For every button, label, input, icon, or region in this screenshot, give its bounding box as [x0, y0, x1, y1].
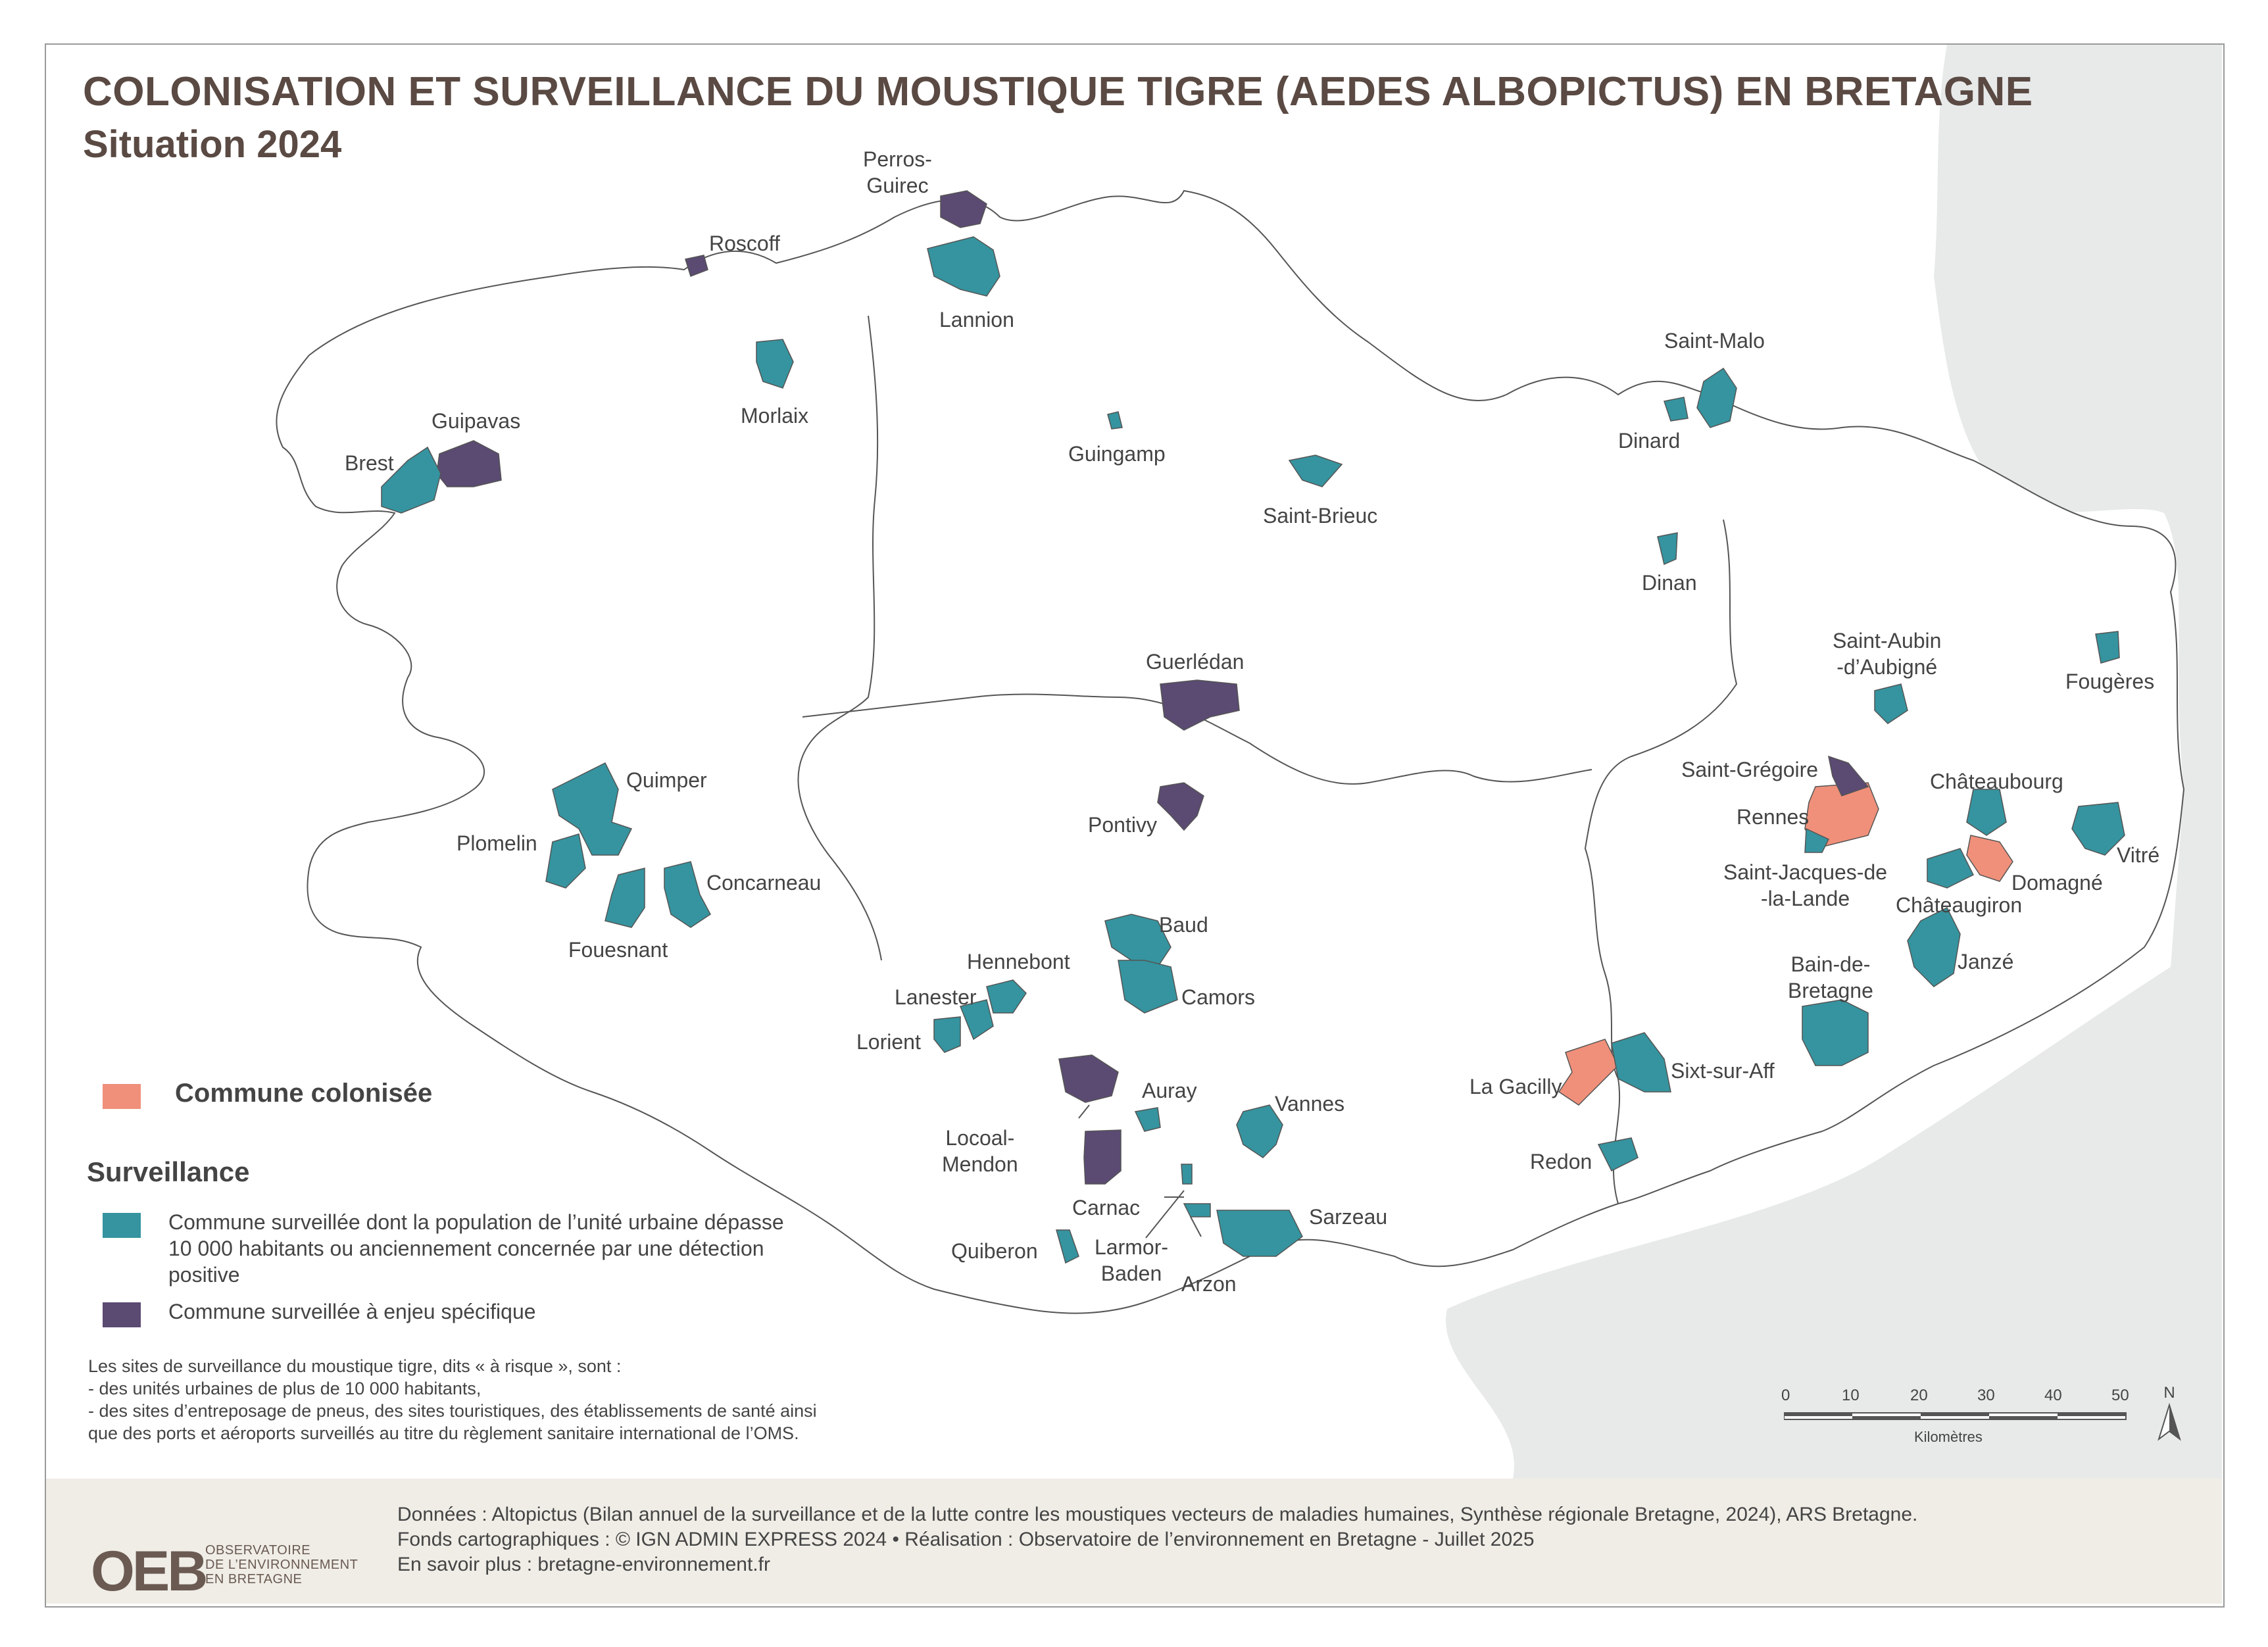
label-domagne: Domagné	[2011, 871, 2103, 895]
label-quimper: Quimper	[626, 768, 707, 792]
note-line: Les sites de surveillance du moustique tigre, dits « à risque », sont :	[88, 1356, 622, 1376]
label-guerledan: Guerlédan	[1146, 650, 1245, 674]
label-plomelin: Plomelin	[456, 831, 537, 855]
label-rennes: Rennes	[1737, 805, 1810, 829]
commune-bain-de-bretagne	[1802, 1000, 1868, 1066]
label-saint-brieuc: Saint-Brieuc	[1263, 504, 1378, 528]
label-dinard: Dinard	[1618, 429, 1681, 453]
legend-specific-label: Commune surveillée à enjeu spécifique	[168, 1300, 536, 1323]
label-bain-de-bretagne: Bain-de- Bretagne	[1788, 952, 1873, 1002]
map-subtitle: Situation 2024	[83, 123, 342, 166]
label-sixt-sur-aff: Sixt-sur-Aff	[1671, 1059, 1775, 1083]
label-auray: Auray	[1142, 1079, 1197, 1102]
label-guipavas: Guipavas	[431, 409, 521, 433]
credit-line: En savoir plus : bretagne-environnement.fr	[397, 1554, 770, 1575]
credit-line: Fonds cartographiques : © IGN ADMIN EXPRESS 2024 • Réalisation : Observatoire de l’environnement en Bretagne - Juillet 2025	[397, 1529, 1535, 1550]
surveillance-note	[88, 1355, 943, 1444]
note-line: - des sites d’entreposage de pneus, des sites touristiques, des établissements de santé ainsi	[88, 1401, 817, 1421]
label-fouesnant: Fouesnant	[568, 938, 668, 962]
label-saint-gregoire: Saint-Grégoire	[1681, 758, 1819, 781]
label-saint-aubin: Saint-Aubin -d’Aubigné	[1833, 629, 1942, 679]
label-concarneau: Concarneau	[706, 871, 822, 895]
label-pontivy: Pontivy	[1088, 813, 1157, 837]
oeb-logo: OEB	[91, 1540, 206, 1603]
credit-line: Données : Altopictus (Bilan annuel de la surveillance et de la lutte contre les moustiques vecteurs de maladies humaines, Synthèse régionale Bretagne, 2024), ARS Bretagne.	[397, 1504, 1918, 1525]
credits	[397, 1502, 1917, 1577]
label-fougeres: Fougères	[2065, 670, 2155, 693]
scale-tick: 0	[1781, 1387, 1790, 1404]
label-roscoff: Roscoff	[709, 232, 780, 255]
label-chateaubourg: Châteaubourg	[1930, 770, 2063, 793]
label-sarzeau: Sarzeau	[1309, 1205, 1388, 1229]
label-brest: Brest	[345, 451, 394, 475]
label-camors: Camors	[1181, 985, 1256, 1009]
label-carnac: Carnac	[1072, 1196, 1141, 1219]
label-dinan: Dinan	[1642, 571, 1697, 595]
north-arrow-icon	[2157, 1402, 2181, 1442]
oeb-line: DE L’ENVIRONNEMENT	[205, 1558, 358, 1572]
legend-swatch-urban	[103, 1213, 141, 1238]
label-lanester: Lanester	[895, 985, 977, 1009]
label-redon: Redon	[1530, 1150, 1592, 1173]
label-chateaugiron: Châteaugiron	[1896, 893, 2023, 917]
label-baud: Baud	[1159, 913, 1208, 937]
label-guingamp: Guingamp	[1068, 442, 1166, 466]
label-hennebont: Hennebont	[967, 950, 1070, 973]
oeb-line: EN BRETAGNE	[205, 1572, 303, 1586]
scale-tick: 10	[1842, 1387, 1860, 1404]
legend-colonized-label: Commune colonisée	[175, 1079, 433, 1108]
label-morlaix: Morlaix	[741, 404, 809, 428]
scale-tick: 40	[2044, 1387, 2062, 1404]
scale-tick: 20	[1910, 1387, 1928, 1404]
map-title: COLONISATION ET SURVEILLANCE DU MOUSTIQUE TIGRE (AEDES ALBOPICTUS) EN BRETAGNE	[83, 69, 2033, 114]
label-vannes: Vannes	[1275, 1092, 1345, 1116]
label-la-gacilly: La Gacilly	[1469, 1075, 1562, 1098]
north-label: N	[2163, 1384, 2175, 1402]
scale-tick: 50	[2111, 1387, 2129, 1404]
label-saint-malo: Saint-Malo	[1664, 329, 1765, 353]
commune-carnac	[1084, 1130, 1121, 1184]
label-locoal-mendon: Locoal- Mendon	[942, 1126, 1018, 1176]
label-saint-jacques: Saint-Jacques-de -la-Lande	[1723, 860, 1888, 910]
oeb-logo-text	[205, 1543, 358, 1586]
label-janze: Janzé	[1958, 950, 2014, 973]
label-vitre: Vitré	[2117, 843, 2160, 867]
label-perros-guirec: Perros- Guirec	[863, 147, 932, 197]
scale-bar	[1776, 1387, 2144, 1459]
label-larmor-baden: Larmor- Baden	[1095, 1235, 1169, 1285]
label-lannion: Lannion	[939, 308, 1014, 332]
legend-urban-label: Commune surveillée dont la population de l’unité urbaine dépasse 10 000 habitants ou anciennement concernée par une détection positive	[168, 1210, 784, 1287]
oeb-line: OBSERVATOIRE	[205, 1543, 311, 1558]
brittany-land	[276, 191, 2184, 1314]
legend-swatch-specific	[103, 1302, 141, 1327]
note-line: que des ports et aéroports surveillés au titre du règlement sanitaire international de l’OMS.	[88, 1423, 799, 1443]
scale-bar-graphic	[1784, 1410, 2129, 1423]
commune-larmor-baden	[1181, 1164, 1192, 1184]
note-line: - des unités urbaines de plus de 10 000 habitants,	[88, 1379, 481, 1398]
north-arrow	[2157, 1384, 2181, 1446]
legend-swatch-colonized	[103, 1084, 141, 1109]
label-arzon: Arzon	[1181, 1272, 1237, 1296]
legend-surveillance-title: Surveillance	[87, 1156, 250, 1187]
scale-tick: 30	[1977, 1387, 1995, 1404]
scale-unit: Kilomètres	[1914, 1429, 1983, 1445]
label-lorient: Lorient	[856, 1030, 921, 1054]
label-quiberon: Quiberon	[951, 1239, 1038, 1263]
